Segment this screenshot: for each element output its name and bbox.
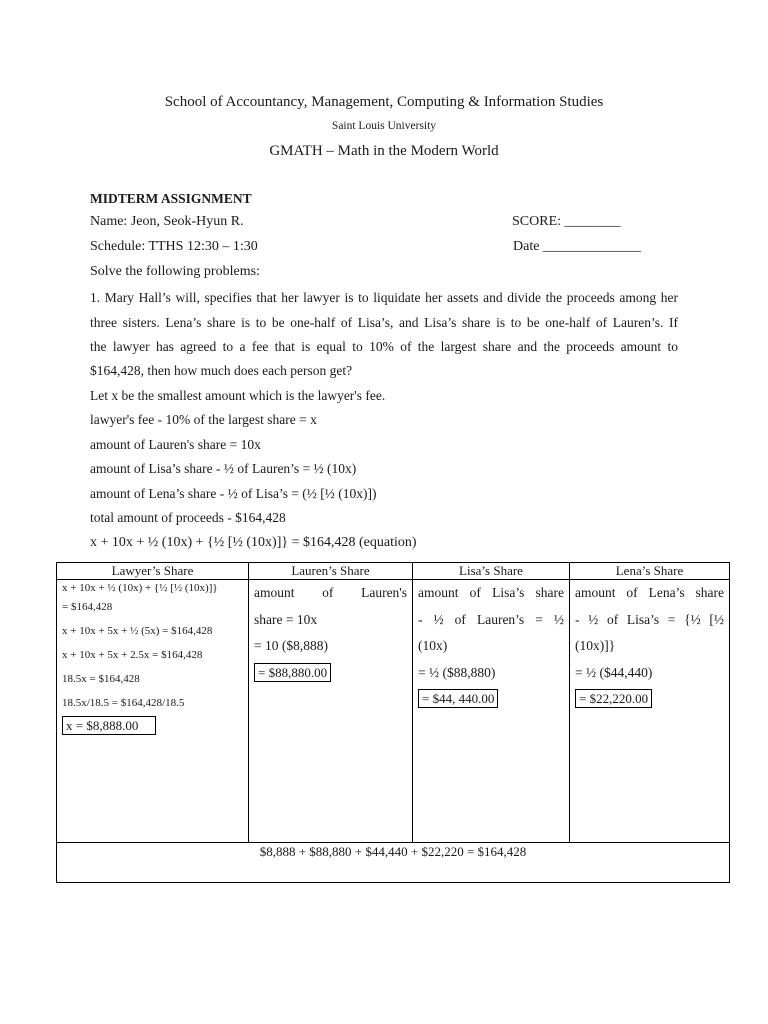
schedule: Schedule: TTHS 12:30 – 1:30 [90,239,258,254]
header-lawyer: Lawyer’s Share [57,563,249,580]
setup-line: amount of Lisa’s share - ½ of Lauren’s = ½ (10x) [90,461,357,476]
problem-line-1: 1. Mary Hall’s will, specifies that her lawyer is to liquidate her assets and divide the proceeds among her [90,290,678,305]
instruction: Solve the following problems: [90,264,260,279]
work-line: (10x)]} [575,638,616,653]
date-field: Date ______________ [513,239,641,254]
work-line: x + 10x + 5x + ½ (5x) = $164,428 [62,625,213,637]
total-sum: $8,888 + $88,880 + $44,440 + $22,220 = $164,428 [57,843,730,883]
header-lena: Lena’s Share [570,563,730,580]
lauren-answer-box: = $88,880.00 [254,663,331,682]
solution-table [56,562,730,883]
table-header-row [57,563,730,580]
work-line: share = 10x [254,611,318,627]
university-name: Saint Louis University [331,120,437,132]
problem-line-3: the lawyer has agreed to a fee that is equal to 10% of the largest share and the proceeds amount to [90,339,678,354]
setup-line: total amount of proceeds - $164,428 [90,510,286,525]
student-name: Name: Jeon, Seok-Hyun R. [90,214,244,229]
header-lisa: Lisa’s Share [413,563,570,580]
work-line: amount of Lauren's [254,585,407,600]
work-line: x + 10x + 5x + 2.5x = $164,428 [62,649,203,661]
school-name: School of Accountancy, Management, Computing & Information Studies [164,94,604,110]
header-lauren: Lauren’s Share [249,563,413,580]
score-field: SCORE: ________ [512,214,621,229]
work-line: = 10 ($8,888) [254,638,328,653]
lena-share-cell [570,580,730,843]
lawyer-answer-box: x = $8,888.00 [62,716,156,735]
setup-line: amount of Lena’s share - ½ of Lisa’s = (½ [½ (10x)]) [90,486,377,501]
lena-answer-box: = $22,220.00 [575,689,652,708]
work-line: - ½ of Lisa’s = {½ [½ [575,611,724,627]
lisa-answer-box: = $44, 440.00 [418,689,498,708]
assignment-title: MIDTERM ASSIGNMENT [90,191,252,206]
equation: x + 10x + ½ (10x) + {½ [½ (10x)]} = $164,428 (equation) [90,535,417,550]
problem-line-2: three sisters. Lena’s share is to be one-half of Lisa’s, and Lisa’s share is to be one-half of Lauren’s. If [90,315,678,330]
lisa-share-cell [413,580,570,843]
work-line: = ½ ($88,880) [418,664,496,680]
table-row [57,580,730,843]
work-line: = ½ ($44,440) [575,664,653,680]
course-title: GMATH – Math in the Modern World [269,143,499,159]
work-line: 18.5x/18.5 = $164,428/18.5 [62,697,185,709]
work-line: 18.5x = $164,428 [62,673,140,685]
work-line: amount of Lisa’s share [418,585,564,600]
problem-line-4: $164,428, then how much does each person get? [90,363,353,378]
setup-line: lawyer's fee - 10% of the largest share = x [90,412,317,427]
setup-line: amount of Lauren's share = 10x [90,437,261,452]
work-line: amount of Lena’s share [575,585,724,600]
table-total-row [57,843,730,883]
lauren-share-cell [249,580,413,843]
setup-line: Let x be the smallest amount which is the lawyer's fee. [90,388,386,403]
work-line: - ½ of Lauren’s = ½ [418,611,564,627]
lawyer-share-cell [57,580,249,843]
work-line: x + 10x + ½ (10x) + {½ [½ (10x)]} [62,582,218,594]
work-line: (10x) [418,638,448,653]
work-line: = $164,428 [62,601,113,613]
